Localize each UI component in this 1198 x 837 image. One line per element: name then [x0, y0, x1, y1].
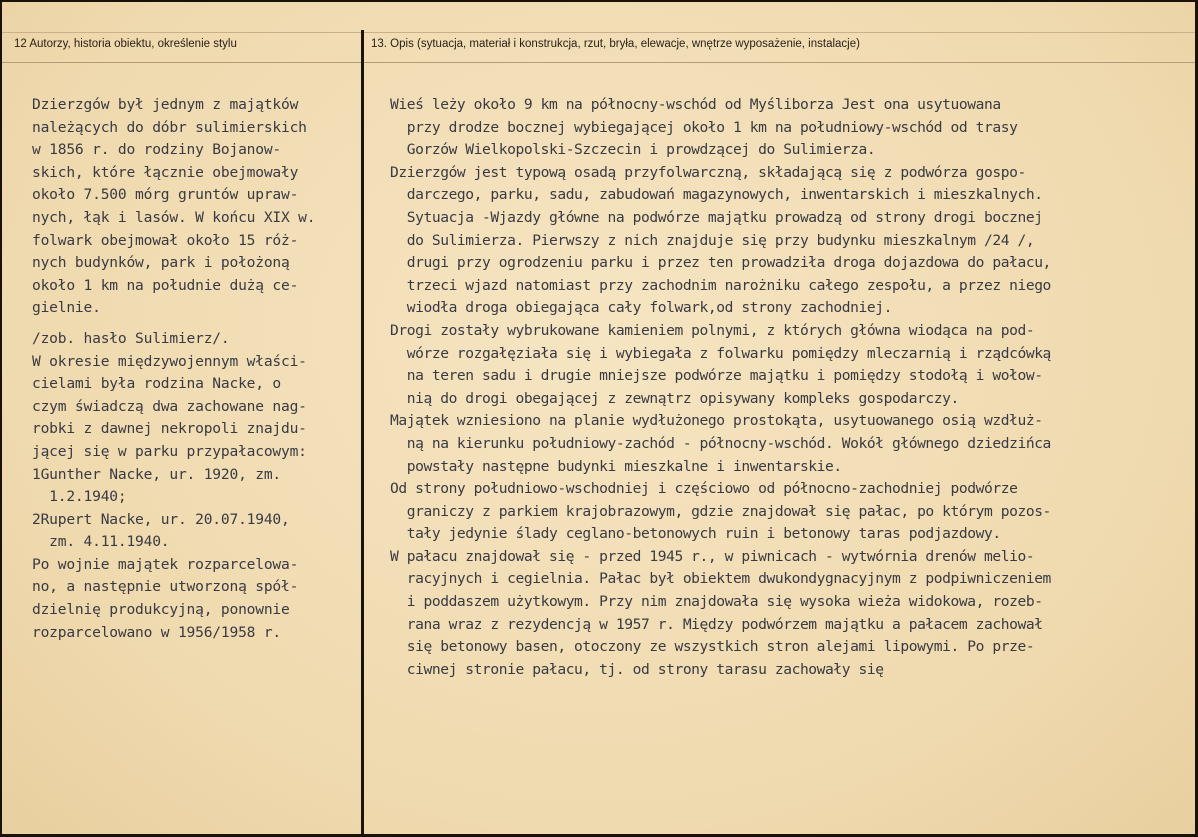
typed-line: przy drodze bocznej wybiegającej około 1 km na południowy-wschód od trasy: [390, 118, 1018, 136]
typed-line: 1.2.1940;: [32, 488, 127, 506]
typed-line: drugi przy ogrodzeniu parku i przez ten prowadziła droga dojazdowa do pałacu,: [390, 254, 1051, 272]
typed-line: wórze rozgałęziała się i wybiegała z folwarku pomiędzy mleczarnią i rządcówką: [390, 344, 1051, 362]
typed-line: W pałacu znajdował się - przed 1945 r., w piwnicach - wytwórnia drenów melio-: [390, 547, 1035, 565]
typed-line: graniczy z parkiem krajobrazowym, gdzie znajdował się pałac, po którym pozos-: [390, 502, 1051, 520]
typed-line: robki z dawnej nekropoli znajdu-: [32, 420, 307, 438]
description-column: [390, 94, 1051, 681]
typed-line: Po wojnie majątek rozparcelowa-: [32, 555, 299, 573]
typed-line: na teren sadu i drugie mniejsze podwórze majątku i pomiędzy stodołą i wołow-: [390, 367, 1043, 385]
typed-line: się betonowy basen, otoczony ze wszystkich stron alejami lipowymi. Po prze-: [390, 638, 1035, 656]
typed-line: skich, które łącznie obejmowały: [32, 163, 299, 181]
typed-line: w 1856 r. do rodziny Bojanow-: [32, 141, 281, 159]
typed-line: nych budynków, park i położoną: [32, 254, 290, 272]
record-card: [2, 2, 1195, 834]
typed-line: 2Rupert Nacke, ur. 20.07.1940,: [32, 510, 290, 528]
typed-line: Dzierzgów jest typową osadą przyfolwarczną, składającą się z podwórza gospo-: [390, 163, 1026, 181]
typed-line: Sytuacja -Wjazdy główne na podwórze majątku prowadzą od strony drogi bocznej: [390, 208, 1043, 226]
typed-line: czym świadczą dwa zachowane nag-: [32, 397, 307, 415]
typed-line: Majątek wzniesiono na planie wydłużonego prostokąta, usytuowanego osią wzdłuż-: [390, 412, 1043, 430]
section-12-heading: 12 Autorzy, historia obiektu, określenie stylu: [14, 38, 237, 50]
typed-line: nych, łąk i lasów. W końcu XIX w.: [32, 208, 316, 226]
top-rule: [2, 32, 1195, 33]
typed-line: Dzierzgów był jednym z majątków: [32, 96, 299, 113]
typed-line: darczego, parku, sadu, zabudowań magazynowych, inwentarskich i mieszkalnych.: [390, 186, 1043, 204]
typed-line: nią do drogi obegającej z zewnątrz opisywany kompleks gospodarczy.: [390, 389, 959, 407]
typed-line: należących do dóbr sulimierskich: [32, 118, 307, 136]
typed-line: jącej się w parku przypałacowym:: [32, 442, 307, 460]
typed-line: około 7.500 mórg gruntów upraw-: [32, 186, 299, 204]
section-13-heading: 13. Opis (sytuacja, materiał i konstrukcja, rzut, bryła, elewacje, wnętrze wyposażenie, instalacje): [371, 38, 860, 50]
typed-line: no, a następnie utworzoną spół-: [32, 578, 299, 596]
typed-line: dzielnię produkcyjną, ponownie: [32, 601, 290, 619]
typed-line: i poddaszem użytkowym. Przy nim znajdowała się wysoka wieża widokowa, rozeb-: [390, 593, 1043, 611]
paragraph-gap: [32, 320, 315, 328]
typed-line: cielami była rodzina Nacke, o: [32, 375, 281, 393]
header-rule: [2, 62, 1195, 63]
typed-line: wiodła droga obiegająca cały folwark,od strony zachodniej.: [390, 299, 892, 317]
typed-line: zm. 4.11.1940.: [32, 533, 170, 551]
typed-line: racyjnych i cegielnia. Pałac był obiektem dwukondygnacyjnym z podpiwniczeniem: [390, 570, 1051, 588]
typed-line: 1Gunther Nacke, ur. 1920, zm.: [32, 465, 281, 483]
typed-line: Od strony południowo-wschodniej i częściowo od północno-zachodniej podwórze: [390, 480, 1018, 498]
typed-line: około 1 km na południe dużą ce-: [32, 276, 299, 294]
typed-line: do Sulimierza. Pierwszy z nich znajduje się przy budynku mieszkalnym /24 /,: [390, 231, 1035, 249]
typed-line: trzeci wjazd natomiast przy zachodnim narożniku całego zespołu, a przez niego: [390, 276, 1051, 294]
typed-line: Wieś leży około 9 km na północny-wschód od Myśliborza Jest ona usytuowana: [390, 96, 1001, 113]
typed-line: powstały następne budynki mieszkalne i inwentarskie.: [390, 457, 842, 475]
typed-line: Gorzów Wielkopolski-Szczecin i prowdzącej do Sulimierza.: [390, 141, 876, 159]
history-column: [32, 94, 315, 644]
typed-line: gielnie.: [32, 299, 101, 317]
column-divider: [361, 30, 364, 834]
typed-line: rana wraz z rezydencją w 1957 r. Między podwórzem majątku a pałacem zachował: [390, 615, 1043, 633]
typed-line: tały jedynie ślady ceglano-betonowych ruin i betonowy taras podjazdowy.: [390, 525, 1001, 543]
typed-line: ciwnej stronie pałacu, tj. od strony tarasu zachowały się: [390, 660, 884, 678]
typed-line: W okresie międzywojennym właści-: [32, 352, 307, 370]
typed-line: ną na kierunku południowy-zachód - północny-wschód. Wokół głównego dziedzińca: [390, 434, 1051, 452]
typed-line: rozparcelowano w 1956/1958 r.: [32, 623, 281, 641]
typed-line: folwark obejmował około 15 róż-: [32, 231, 299, 249]
typed-line: Drogi zostały wybrukowane kamieniem polnymi, z których główna wiodąca na pod-: [390, 321, 1035, 339]
typed-line: /zob. hasło Sulimierz/.: [32, 329, 230, 347]
